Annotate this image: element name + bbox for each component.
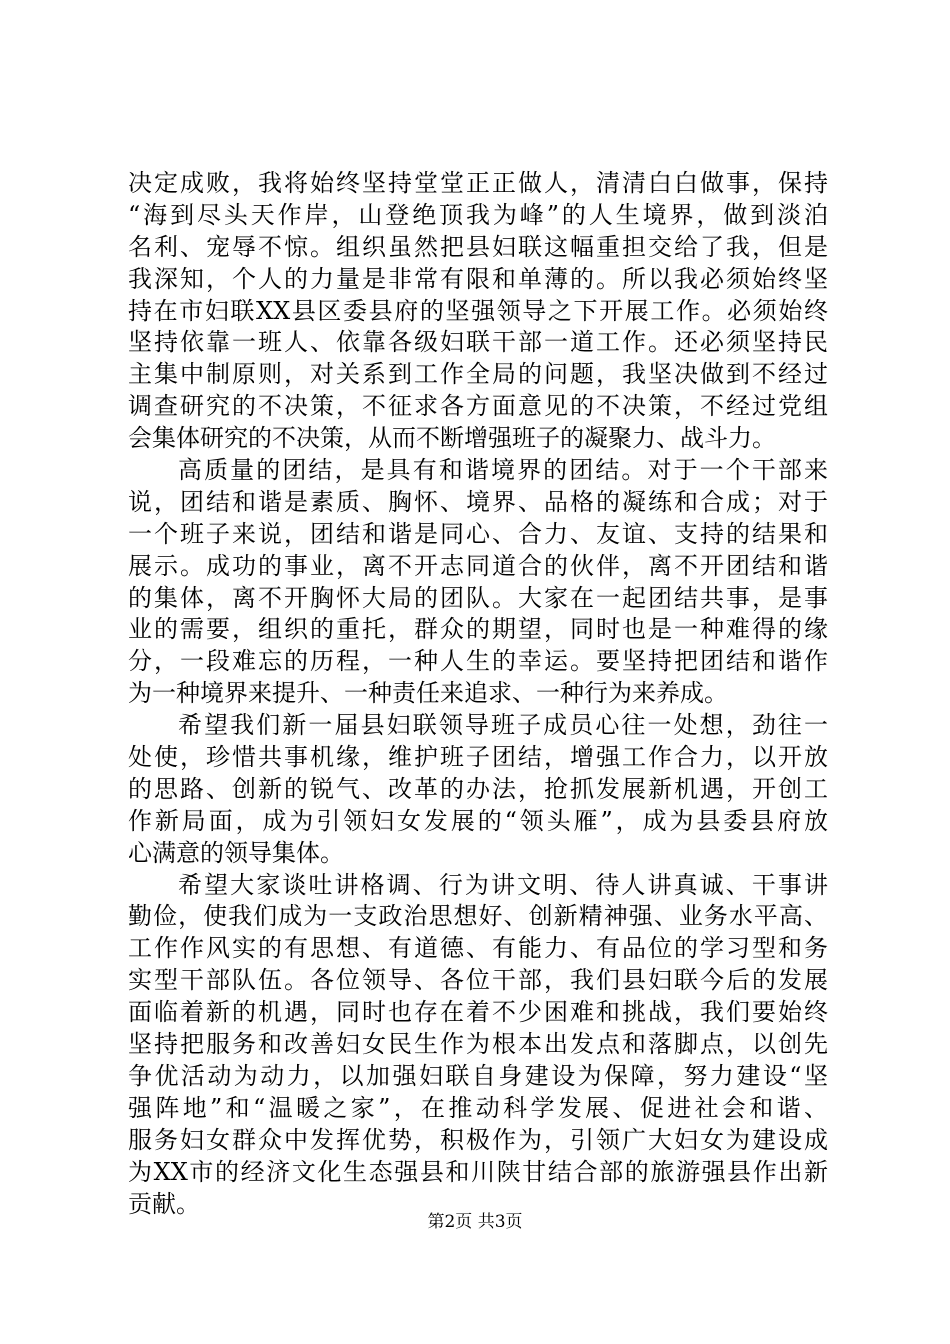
text-line: 高质量的团结，是具有和谐境界的团结。对于一个干部来 <box>178 456 828 485</box>
body-text <box>128 168 828 1220</box>
text-line: 为XX市的经济文化生态强县和川陕甘结合部的旅游强县作出新 <box>128 1157 828 1186</box>
text-line: 坚持依靠一班人、依靠各级妇联干部一道工作。还必须坚持民 <box>128 328 828 357</box>
paragraph <box>128 168 828 455</box>
text-line: 的思路、创新的锐气、改革的办法，抢抓发展新机遇，开创工 <box>128 774 828 803</box>
text-line: 持在市妇联XX县区委县府的坚强领导之下开展工作。必须始终 <box>128 296 828 325</box>
text-line: “海到尽头天作岸，山登绝顶我为峰”的人生境界，做到淡泊 <box>128 200 828 229</box>
text-line: 争优活动为动力，以加强妇联自身建设为保障，努力建设“坚 <box>128 1061 828 1090</box>
text-line: 希望我们新一届县妇联领导班子成员心往一处想，劲往一 <box>178 711 828 740</box>
text-line: 业的需要，组织的重托，群众的期望，同时也是一种难得的缘 <box>128 615 828 644</box>
text-line: 心满意的领导集体。 <box>128 838 344 867</box>
text-line: 说，团结和谐是素质、胸怀、境界、品格的凝练和合成；对于 <box>128 487 828 516</box>
text-line: 主集中制原则，对关系到工作全局的问题，我坚决做到不经过 <box>128 360 828 389</box>
text-line: 勤俭，使我们成为一支政治思想好、创新精神强、业务水平高、 <box>128 902 828 931</box>
text-line: 实型干部队伍。各位领导、各位干部，我们县妇联今后的发展 <box>128 966 828 995</box>
text-line: 处使，珍惜共事机缘，维护班子团结，增强工作合力，以开放 <box>128 743 828 772</box>
text-line: 服务妇女群众中发挥优势，积极作为，引领广大妇女为建设成 <box>128 1125 828 1154</box>
text-line: 一个班子来说，团结和谐是同心、合力、友谊、支持的结果和 <box>128 519 828 548</box>
text-line: 强阵地”和“温暖之家”，在推动科学发展、促进社会和谐、 <box>128 1093 828 1122</box>
text-line: 的集体，离不开胸怀大局的团队。大家在一起团结共事，是事 <box>128 583 828 612</box>
text-line: 希望大家谈吐讲格调、行为讲文明、待人讲真诚、干事讲 <box>178 870 828 899</box>
paragraph <box>128 870 828 1221</box>
paragraph <box>128 710 828 869</box>
text-line: 作新局面，成为引领妇女发展的“领头雁”，成为县委县府放 <box>128 806 828 835</box>
text-line: 我深知，个人的力量是非常有限和单薄的。所以我必须始终坚 <box>128 264 828 293</box>
text-line: 调查研究的不决策，不征求各方面意见的不决策，不经过党组 <box>128 392 828 421</box>
text-line: 坚持把服务和改善妇女民生作为根本出发点和落脚点，以创先 <box>128 1030 828 1059</box>
text-line: 工作作风实的有思想、有道德、有能力、有品位的学习型和务 <box>128 934 828 963</box>
paragraph <box>128 455 828 710</box>
text-line: 决定成败，我将始终坚持堂堂正正做人，清清白白做事，保持 <box>128 169 828 197</box>
text-line: 名利、宠辱不惊。组织虽然把县妇联这幅重担交给了我，但是 <box>128 232 828 261</box>
page-number-footer: 第2页 共3页 <box>427 1212 523 1232</box>
text-line: 分，一段难忘的历程，一种人生的幸运。要坚持把团结和谐作 <box>128 647 828 676</box>
text-line: 会集体研究的不决策，从而不断增强班子的凝聚力、战斗力。 <box>128 424 776 453</box>
text-line: 展示。成功的事业，离不开志同道合的伙伴，离不开团结和谐 <box>128 551 828 580</box>
text-line: 面临着新的机遇，同时也存在着不少困难和挑战，我们要始终 <box>128 998 828 1027</box>
text-line: 贡献。 <box>128 1189 200 1218</box>
text-line: 为一种境界来提升、一种责任来追求、一种行为来养成。 <box>128 679 728 708</box>
